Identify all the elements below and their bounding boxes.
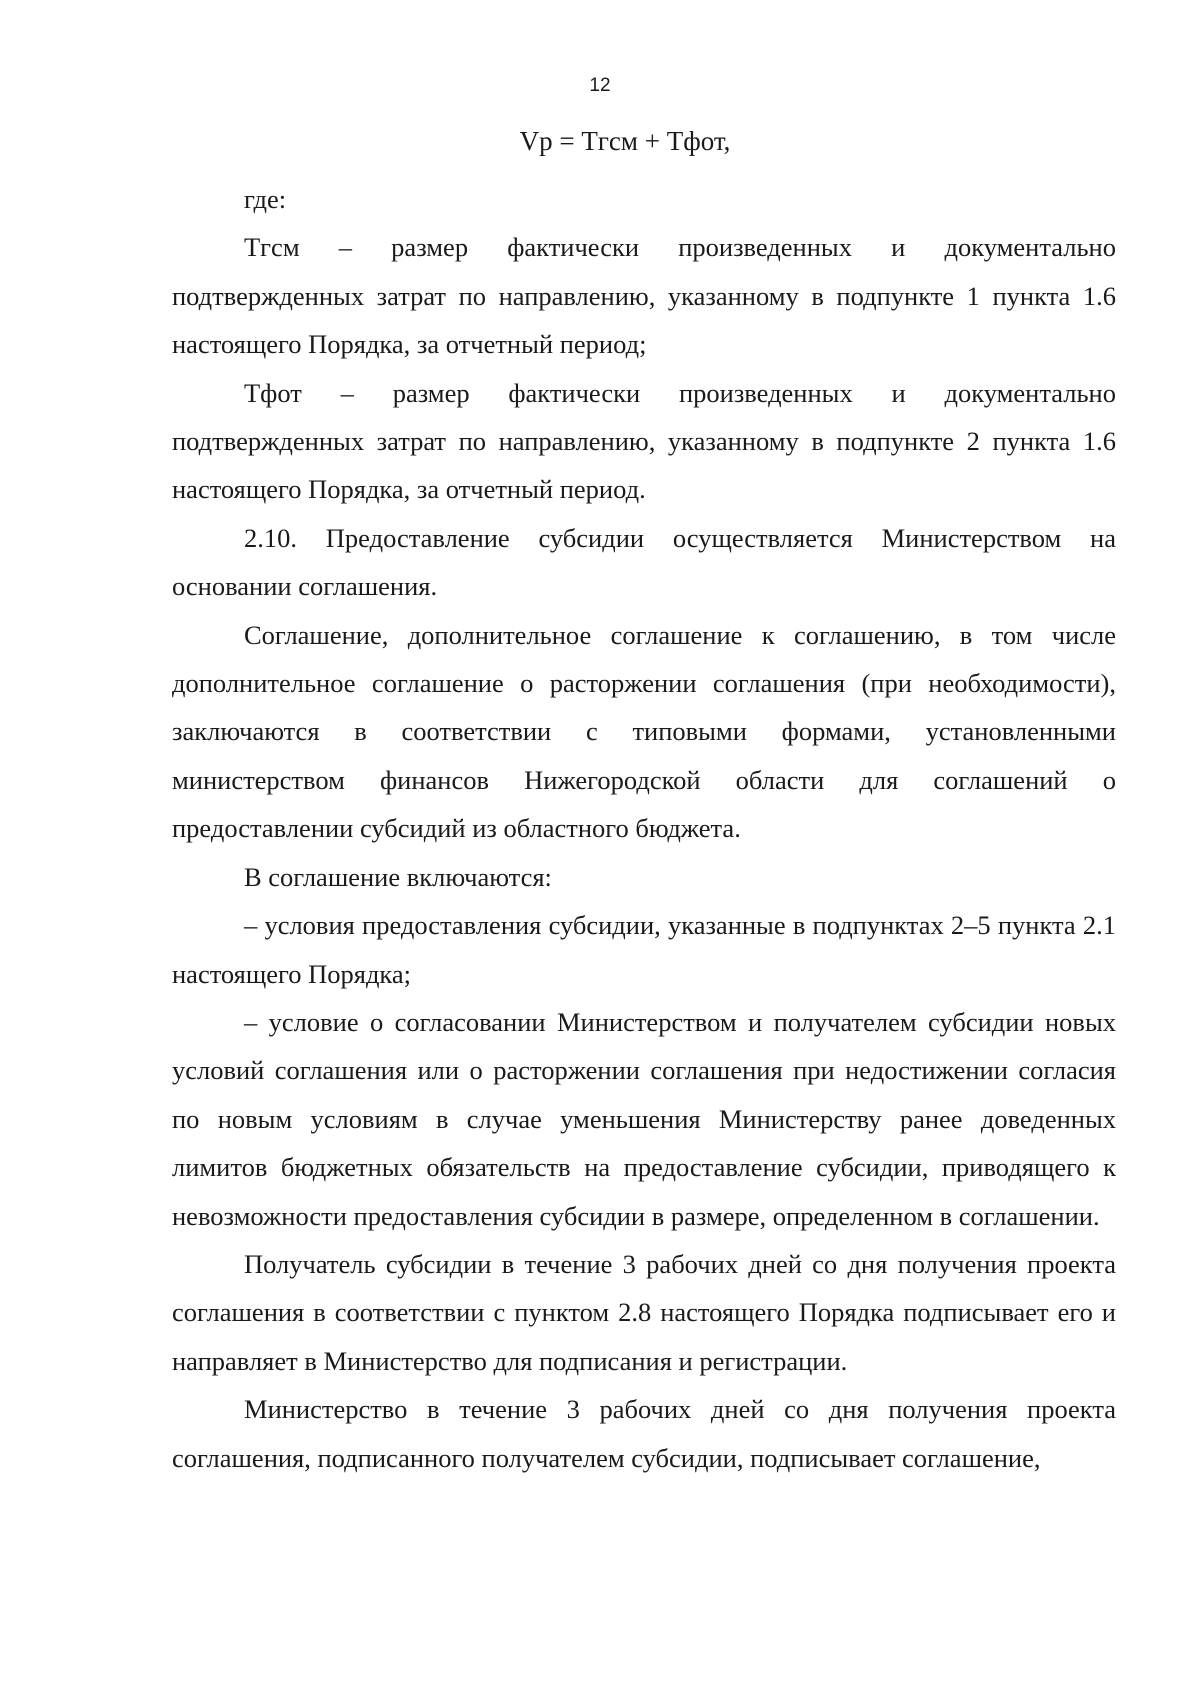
page-number: 12 <box>589 75 611 96</box>
paragraph-tgsm-definition: Тгсм – размер фактически произведенных и документально подтвержденных затрат по направлению, указанному в подпункте 1 пункта 1.6 настоящего Порядка, за отчетный период; <box>172 232 1116 360</box>
document-body <box>172 175 1116 1482</box>
paragraph-clause-2-10: 2.10. Предоставление субсидии осуществляется Министерством на основании соглашения. <box>172 522 1116 602</box>
paragraph-recipient-signs: Получатель субсидии в течение 3 рабочих дней со дня получения проекта соглашения в соответствии с пунктом 2.8 настоящего Порядка подписывает его и направляет в Министерство для подписания и регистрации. <box>172 1248 1116 1376</box>
paragraph-ministry-signs: Министерство в течение 3 рабочих дней со дня получения проекта соглашения, подписанного получателем субсидии, подписывает соглашение, <box>172 1394 1116 1473</box>
formula: Vp = Тгсм + Тфот, <box>519 126 731 156</box>
paragraph-agreement-forms: Соглашение, дополнительное соглашение к соглашению, в том числе дополнительное соглашение о расторжении соглашения (при необходимости), заключаются в соответствии с типовыми формами, установленными министерством финансов Нижегородской области для соглашений о предоставлении субсидий из областного бюджета. <box>172 619 1116 844</box>
paragraph-tfot-definition: Тфот – размер фактически произведенных и документально подтвержденных затрат по направлению, указанному в подпункте 2 пункта 1.6 настоящего Порядка, за отчетный период. <box>172 377 1116 505</box>
list-item-conditions: – условия предоставления субсидии, указанные в подпунктах 2–5 пункта 2.1 настоящего Порядка; <box>172 910 1116 989</box>
paragraph-where: где: <box>244 184 287 214</box>
paragraph-agreement-includes: В соглашение включаются: <box>244 861 552 892</box>
list-item-renegotiation: – условие о согласовании Министерством и получателем субсидии новых условий соглашения или о расторжении соглашения при недостижении согласия по новым условиям в случае уменьшения Министерству ранее доведенных лимитов бюджетных обязательств на предоставление субсидии, приводящего к невозможности предоставления субсидии в размере, определенном в соглашении. <box>172 1006 1116 1231</box>
